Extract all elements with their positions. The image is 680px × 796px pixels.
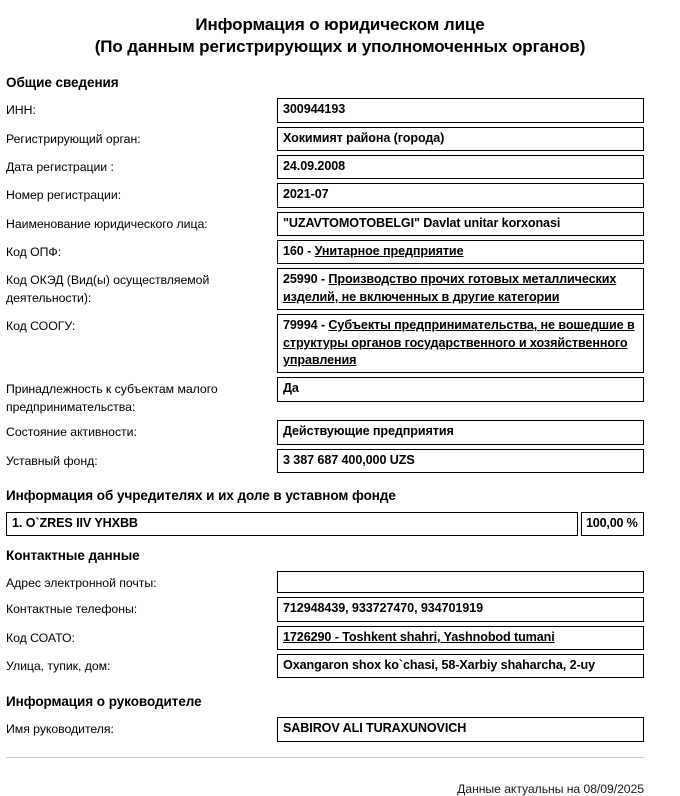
field-value[interactable]: "UZAVTOMOTOBELGI" Davlat unitar korxonasi xyxy=(277,212,644,236)
field-row xyxy=(6,212,644,236)
founders-list xyxy=(6,512,674,536)
field-row xyxy=(6,420,644,444)
field-value[interactable] xyxy=(277,571,644,593)
field-label: Принадлежность к субъектам малого предпринимательства: xyxy=(6,382,218,414)
section-heading-founders: Информация об учредителях и их доле в уставном фонде xyxy=(6,487,396,503)
field-label: Код ОПФ: xyxy=(6,245,62,260)
field-label: Код СООГУ: xyxy=(6,319,76,334)
section-heading-general: Общие сведения xyxy=(6,75,119,91)
field-label: Код СОАТО: xyxy=(6,630,75,645)
field-value[interactable] xyxy=(277,314,644,373)
field-value[interactable]: 24.09.2008 xyxy=(277,155,644,179)
field-row xyxy=(6,717,644,741)
field-label: Код ОКЭД (Вид(ы) осуществляемой деятельности): xyxy=(6,273,210,305)
field-value[interactable]: 3 387 687 400,000 UZS xyxy=(277,449,644,473)
general-information-fields xyxy=(6,98,674,473)
field-value[interactable]: Да xyxy=(277,377,644,401)
field-value[interactable]: Oxangaron shox ko`chasi, 58-Xarbiy shaharcha, 2-uy xyxy=(277,654,644,678)
page-title-line-2: (По данным регистрирующих и уполномоченных органов) xyxy=(94,37,586,57)
founder-name: 1. O`ZRES IIV YHXBB xyxy=(6,512,578,536)
field-value-link[interactable]: Субъекты предпринимательства, не вошедшие в структуры органов государственного и хозяйственного управления xyxy=(283,318,635,367)
field-value-code: 79994 - xyxy=(283,318,329,333)
field-label: Имя руководителя: xyxy=(6,722,114,737)
field-value[interactable]: 2021-07 xyxy=(277,183,644,207)
field-label: Наименование юридического лица: xyxy=(6,216,208,231)
field-row xyxy=(6,268,644,310)
field-value-link[interactable]: Производство прочих готовых металлических изделий, не включенных в другие категории xyxy=(283,272,617,304)
field-value-code: 160 - xyxy=(283,244,315,259)
field-label: Уставный фонд: xyxy=(6,453,98,468)
field-row xyxy=(6,654,644,678)
field-value[interactable] xyxy=(277,626,644,650)
field-label: Улица, тупик, дом: xyxy=(6,659,111,674)
founder-share: 100,00 % xyxy=(581,512,644,536)
field-value-code: 25990 - xyxy=(283,272,329,287)
field-label: Контактные телефоны: xyxy=(6,602,138,617)
field-value[interactable]: Действующие предприятия xyxy=(277,420,644,444)
field-value[interactable] xyxy=(277,268,644,310)
field-row xyxy=(6,314,644,373)
data-currency-note: Данные актуальны на 08/09/2025 xyxy=(457,781,644,796)
field-value[interactable]: 300944193 xyxy=(277,98,644,122)
contact-information-fields xyxy=(6,571,674,678)
field-value-link[interactable]: Унитарное предприятие xyxy=(314,244,464,259)
field-row xyxy=(6,98,644,122)
page-title-line-1: Информация о юридическом лице xyxy=(195,15,485,34)
founder-row xyxy=(6,512,644,536)
field-value[interactable] xyxy=(277,240,644,264)
field-row xyxy=(6,626,644,650)
field-label: Дата регистрации : xyxy=(6,159,114,174)
field-label: Номер регистрации: xyxy=(6,188,122,203)
section-heading-director: Информация о руководителе xyxy=(6,694,202,710)
page-title xyxy=(6,0,674,58)
field-label: Регистрирующий орган: xyxy=(6,131,141,146)
field-row xyxy=(6,127,644,151)
field-value-link[interactable]: 1726290 - Toshkent shahri, Yashnobod tumani xyxy=(283,629,555,644)
field-value[interactable]: Хокимият района (города) xyxy=(277,127,644,151)
field-label: ИНН: xyxy=(6,103,36,118)
section-heading-contacts: Контактные данные xyxy=(6,548,140,564)
director-information-fields xyxy=(6,717,674,741)
field-row xyxy=(6,155,644,179)
field-label: Адрес электронной почты: xyxy=(6,576,157,591)
field-row xyxy=(6,183,644,207)
field-label: Состояние активности: xyxy=(6,425,137,440)
field-value[interactable]: SABIROV ALI TURAXUNOVICH xyxy=(277,717,644,741)
field-row xyxy=(6,377,644,416)
field-row xyxy=(6,240,644,264)
field-value[interactable]: 712948439, 933727470, 934701919 xyxy=(277,597,644,621)
field-row xyxy=(6,571,644,593)
field-row xyxy=(6,449,644,473)
field-row xyxy=(6,597,644,621)
